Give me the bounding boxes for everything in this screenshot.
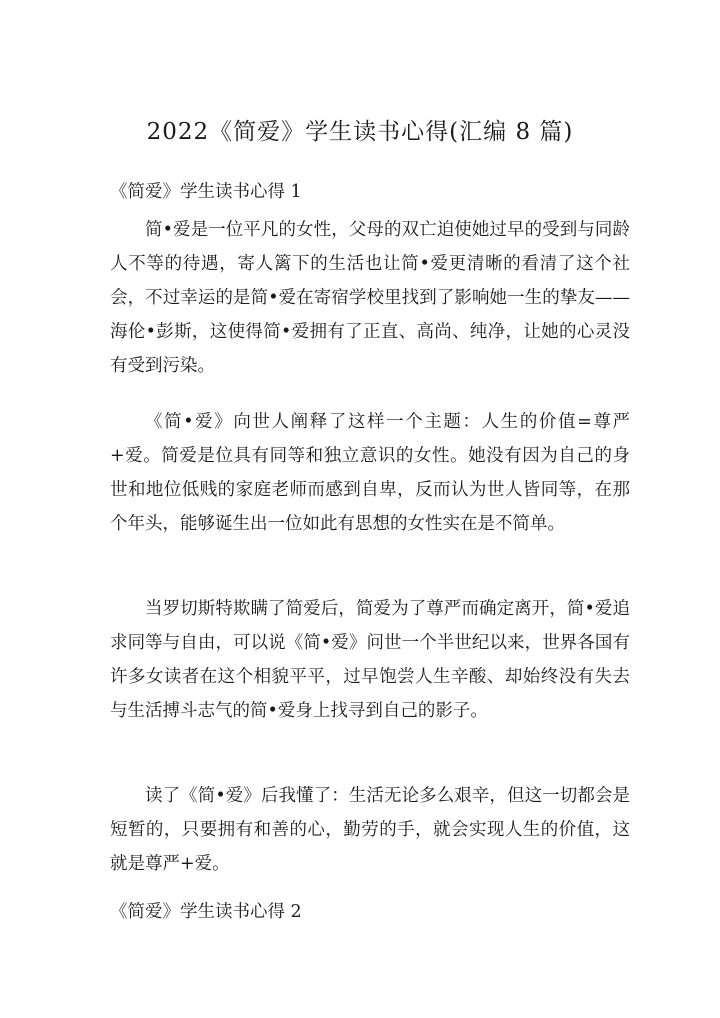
paragraph-4: 读了《简•爱》后我懂了：生活无论多么艰辛，但这一切都会是短暂的，只要拥有和善的心，勤劳的手，就会实现人生的价值，这就是尊严+爱。: [110, 786, 630, 874]
section-heading-2: 《简爱》学生读书心得 2: [110, 902, 302, 922]
paragraph-3: 当罗切斯特欺瞒了简爱后，简爱为了尊严而确定离开，简•爱追求同等与自由，可以说《简•爱》问世一个半世纪以来，世界各国有许多女读者在这个相貌平平，过早饱尝人生辛酸、却始终没有失去与生活搏斗志气的简•爱身上找寻到自己的影子。: [110, 599, 630, 721]
document-title: 2022《简爱》学生读书心得(汇编 8 篇): [146, 119, 574, 145]
section-heading-1: 《简爱》学生读书心得 1: [110, 182, 302, 202]
paragraph-2: 《简•爱》向世人阐释了这样一个主题：人生的价值=尊严+爱。简爱是位具有同等和独立意识的女性。她没有因为自己的身世和地位低贱的家庭老师而感到自卑，反而认为世人皆同等，在那个年头，能够诞生出一位如此有思想的女性实在是不简单。: [110, 412, 630, 534]
paragraph-1: 简•爱是一位平凡的女性，父母的双亡迫使她过早的受到与同龄人不等的待遇，寄人篱下的生活也让简•爱更清晰的看清了这个社会，不过幸运的是简•爱在寄宿学校里找到了影响她一生的挚友——海伦•彭斯，这使得简•爱拥有了正直、高尚、纯净，让她的心灵没有受到污染。: [110, 220, 630, 376]
